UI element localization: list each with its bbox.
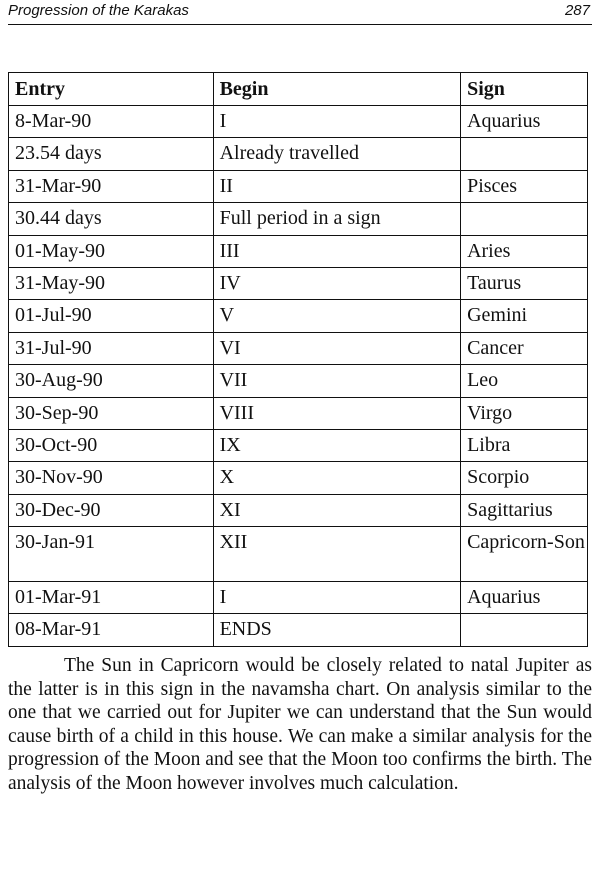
begin-cell: II <box>213 170 461 202</box>
table-row <box>9 267 588 299</box>
entry-cell: 30-Sep-90 <box>9 397 214 429</box>
begin-cell: III <box>213 235 461 267</box>
table-row <box>9 332 588 364</box>
entry-cell: 23.54 days <box>9 138 214 170</box>
sign-cell: Aquarius <box>461 106 588 138</box>
progression-table <box>8 72 588 647</box>
table-row <box>9 203 588 235</box>
table-row <box>9 462 588 494</box>
begin-cell: IX <box>213 429 461 461</box>
table-row <box>9 582 588 614</box>
sign-cell: Scorpio <box>461 462 588 494</box>
begin-cell: XII <box>213 527 461 582</box>
table-row <box>9 235 588 267</box>
entry-cell: 30-Dec-90 <box>9 494 214 526</box>
begin-cell: I <box>213 106 461 138</box>
running-head <box>8 0 592 25</box>
running-head-title: Progression of the Karakas <box>8 2 189 19</box>
column-header-entry: Entry <box>9 73 214 106</box>
entry-cell: 30-Oct-90 <box>9 429 214 461</box>
table-row <box>9 494 588 526</box>
table-row <box>9 614 588 646</box>
entry-cell: 08-Mar-91 <box>9 614 214 646</box>
table-row <box>9 300 588 332</box>
begin-cell: VIII <box>213 397 461 429</box>
begin-cell: Already travelled <box>213 138 461 170</box>
sign-cell: Cancer <box>461 332 588 364</box>
entry-cell: 01-Mar-91 <box>9 582 214 614</box>
begin-cell: VII <box>213 365 461 397</box>
sign-cell: Libra <box>461 429 588 461</box>
entry-cell: 31-May-90 <box>9 267 214 299</box>
begin-cell: IV <box>213 267 461 299</box>
sign-cell: Taurus <box>461 267 588 299</box>
body-paragraph: The Sun in Capricorn would be closely related to natal Jupiter as the latter is in this sign in the navamsha chart. On analysis similar to the one that we carried out for Jupiter we can understand that the Sun would cause birth of a child in this house. We can make a similar analysis for the progression of the Moon and see that the Moon too confirms the birth. The analysis of the Moon however involves much calculation. <box>8 655 592 794</box>
table-row <box>9 365 588 397</box>
table-row <box>9 138 588 170</box>
entry-cell: 30-Jan-91 <box>9 527 214 582</box>
table-row <box>9 397 588 429</box>
table-header-row <box>9 73 588 106</box>
page-number: 287 <box>564 2 590 19</box>
entry-cell: 8-Mar-90 <box>9 106 214 138</box>
sign-cell: Capricorn-Son <box>461 527 588 582</box>
sign-cell: Pisces <box>461 170 588 202</box>
entry-cell: 31-Mar-90 <box>9 170 214 202</box>
sign-cell <box>461 138 588 170</box>
table-row <box>9 429 588 461</box>
column-header-begin: Begin <box>213 73 461 106</box>
column-header-sign: Sign <box>461 73 588 106</box>
begin-cell: VI <box>213 332 461 364</box>
entry-cell: 30.44 days <box>9 203 214 235</box>
entry-cell: 31-Jul-90 <box>9 332 214 364</box>
sign-cell: Virgo <box>461 397 588 429</box>
table-row <box>9 527 588 582</box>
table-row <box>9 170 588 202</box>
begin-cell: X <box>213 462 461 494</box>
sign-cell <box>461 614 588 646</box>
entry-cell: 30-Aug-90 <box>9 365 214 397</box>
sign-cell: Aries <box>461 235 588 267</box>
begin-cell: I <box>213 582 461 614</box>
entry-cell: 01-Jul-90 <box>9 300 214 332</box>
sign-cell: Gemini <box>461 300 588 332</box>
begin-cell: V <box>213 300 461 332</box>
sign-cell: Sagittarius <box>461 494 588 526</box>
begin-cell: ENDS <box>213 614 461 646</box>
sign-cell: Aquarius <box>461 582 588 614</box>
begin-cell: XI <box>213 494 461 526</box>
sign-cell <box>461 203 588 235</box>
sign-cell: Leo <box>461 365 588 397</box>
begin-cell: Full period in a sign <box>213 203 461 235</box>
entry-cell: 30-Nov-90 <box>9 462 214 494</box>
entry-cell: 01-May-90 <box>9 235 214 267</box>
table-row <box>9 106 588 138</box>
